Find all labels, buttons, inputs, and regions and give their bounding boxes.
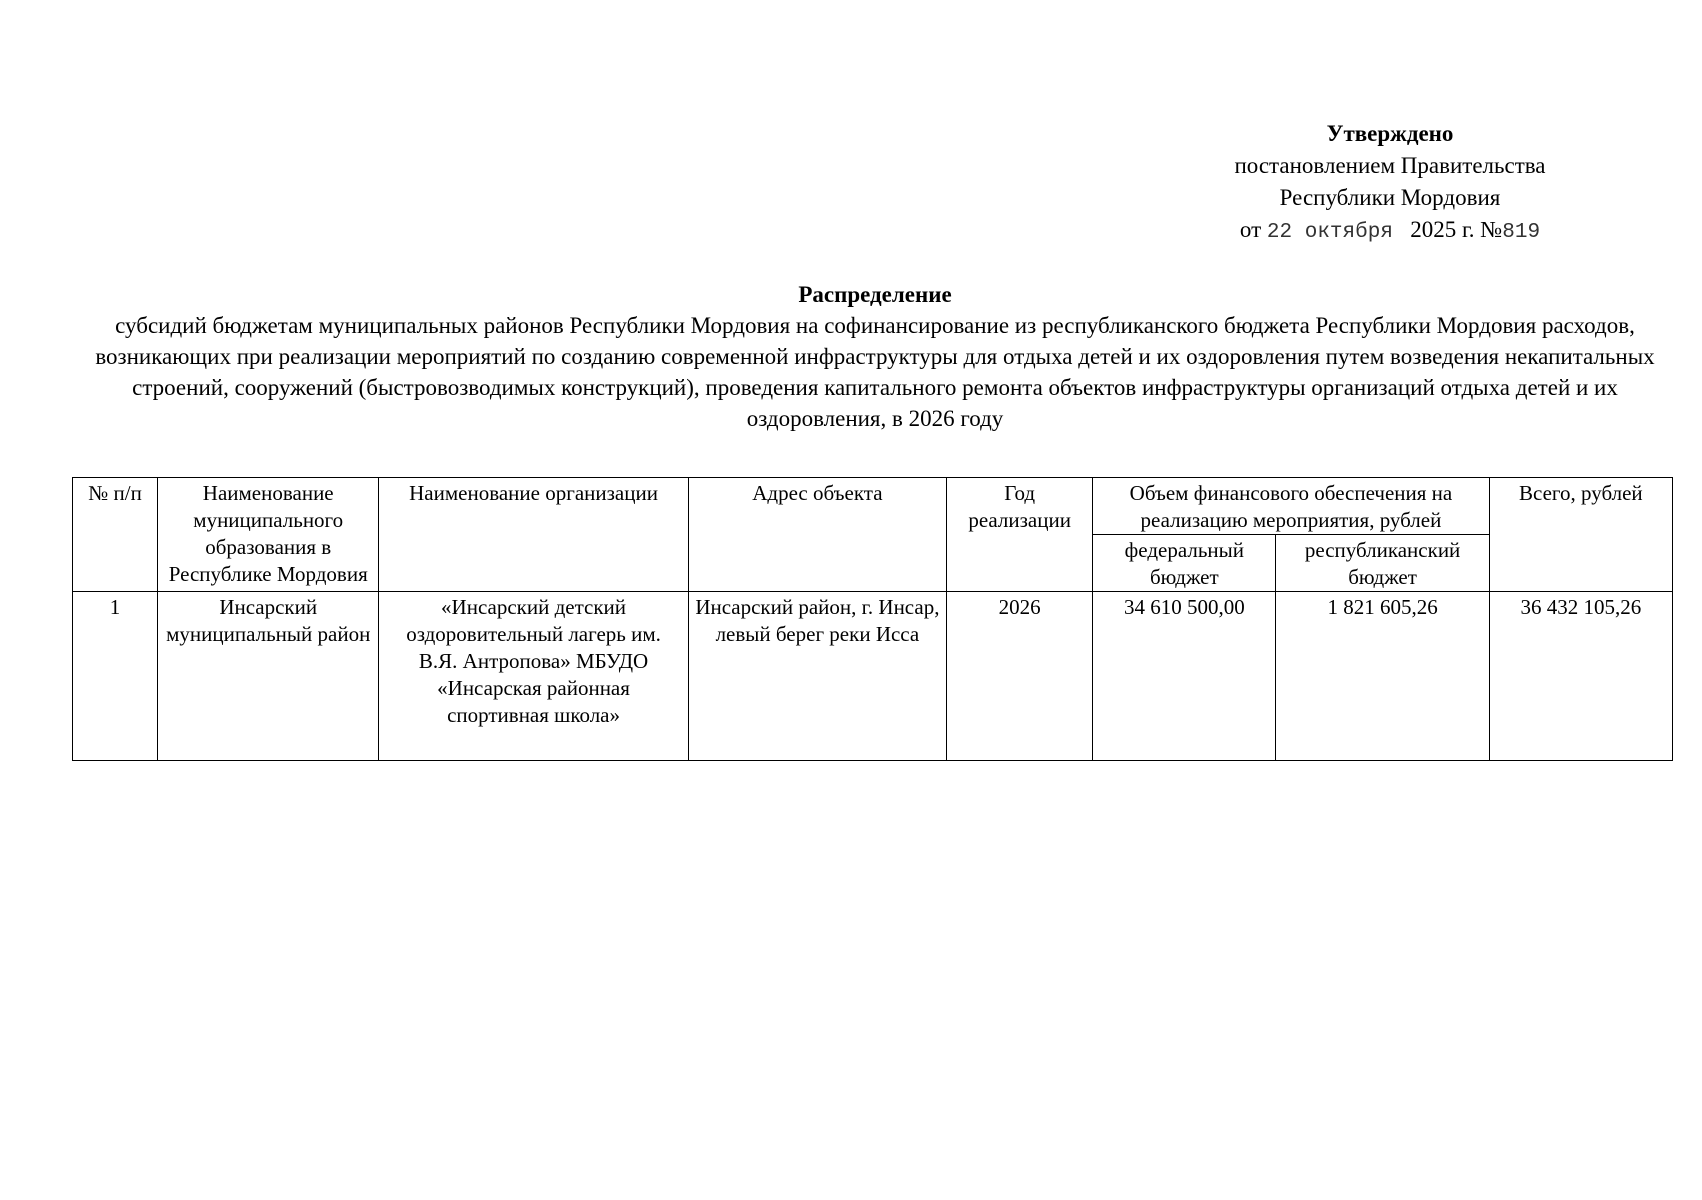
document-subtitle: субсидий бюджетам муниципальных районов Республики Мордовия на софинансирование из республиканского бюджета Республики Мордовия расходов, возникающих при реализации мероприятий по созданию современной инфраструктуры для отдыха детей и их оздоровления путем возведения некапитальных строений, сооружений (быстровозводимых конструкций), проведения капитального ремонта объектов инфраструктуры организаций отдыха детей и их оздоровления, в 2026 году bbox=[95, 313, 1655, 431]
header-total: Всего, рублей bbox=[1489, 478, 1672, 592]
approval-title: Утверждено bbox=[1326, 121, 1454, 146]
year-part: 2025 г. № bbox=[1410, 217, 1503, 242]
cell-federal: 34 610 500,00 bbox=[1093, 592, 1276, 761]
cell-num: 1 bbox=[73, 592, 158, 761]
table-header-row bbox=[73, 478, 1673, 535]
cell-total: 36 432 105,26 bbox=[1489, 592, 1672, 761]
date-stamp: 22 октября bbox=[1266, 221, 1393, 244]
cell-address: Инсарский район, г. Инсар, левый берег реки Исса bbox=[688, 592, 946, 761]
cell-municipality: Инсарский муниципальный район bbox=[158, 592, 379, 761]
table-row bbox=[73, 592, 1673, 761]
header-num: № п/п bbox=[73, 478, 158, 592]
document-title: Распределение bbox=[798, 282, 952, 307]
approval-line-2: Республики Мордовия bbox=[1279, 185, 1501, 210]
header-republican: республиканский бюджет bbox=[1276, 535, 1489, 592]
header-address: Адрес объекта bbox=[688, 478, 946, 592]
cell-republican: 1 821 605,26 bbox=[1276, 592, 1489, 761]
date-prefix: от bbox=[1239, 217, 1262, 242]
number-stamp: 819 bbox=[1502, 221, 1541, 244]
cell-year: 2026 bbox=[947, 592, 1093, 761]
approval-block bbox=[1175, 118, 1605, 249]
header-year: Год реализации bbox=[947, 478, 1093, 592]
distribution-table bbox=[72, 477, 1673, 761]
document-heading bbox=[60, 279, 1690, 434]
cell-organization: «Инсарский детский оздоровительный лагерь им. В.Я. Антропова» МБУДО «Инсарская районная спортивная школа» bbox=[379, 592, 688, 761]
header-organization: Наименование организации bbox=[379, 478, 688, 592]
header-municipality: Наименование муниципального образования в Республике Мордовия bbox=[158, 478, 379, 592]
header-funding: Объем финансового обеспечения на реализацию мероприятия, рублей bbox=[1093, 478, 1489, 535]
approval-date-line bbox=[1175, 214, 1605, 249]
approval-line-1: постановлением Правительства bbox=[1234, 153, 1546, 178]
header-federal: федеральный бюджет bbox=[1093, 535, 1276, 592]
